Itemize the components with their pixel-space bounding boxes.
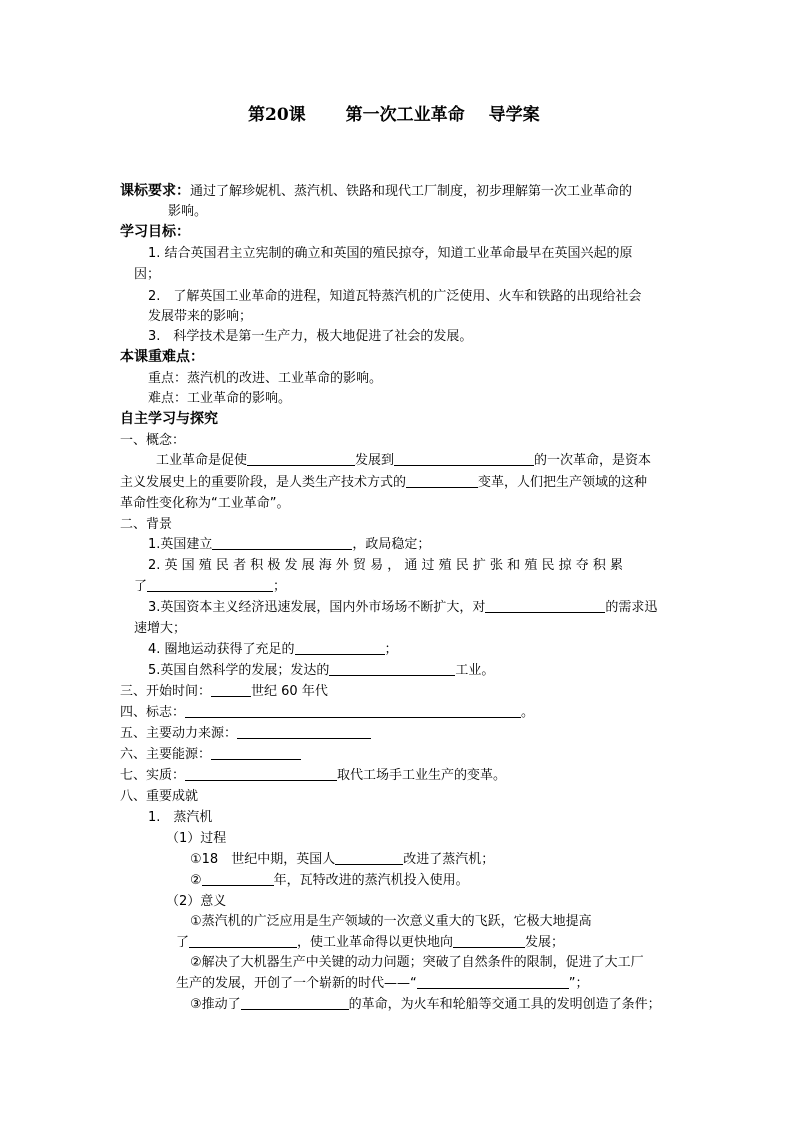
m2-text: 生产的发展，开创了一个崭新的时代——“: [176, 976, 417, 991]
s4-heading: 四、标志：: [120, 705, 186, 720]
s2-i2-text: 了: [134, 579, 148, 594]
s6-line: [120, 746, 301, 764]
p1-tail: 改进了蒸汽机；: [403, 852, 495, 867]
meaning-1: ①蒸汽机的广泛应用是生产领域的一次意义重大的飞跃，它极大地提高: [190, 914, 592, 929]
blank-4[interactable]: [212, 536, 352, 550]
s1-text-c: 的一次革命，是资本: [534, 453, 652, 468]
s1-text-e: 变革，人们把生产领域的这种: [478, 475, 648, 490]
s2-i1-text: 1.英国建立: [148, 537, 213, 552]
blank-14[interactable]: [335, 851, 403, 865]
s1-heading: 一、概念：: [120, 433, 186, 448]
s2-i4-text: 4. 圈地运动获得了充足的: [148, 642, 295, 657]
blank-2[interactable]: [394, 452, 534, 466]
s2-item1: [148, 536, 430, 554]
s1-text-a: 工业革命是促使: [156, 453, 248, 468]
title-lesson: 第20课: [248, 105, 306, 125]
s8-process-2: [190, 872, 469, 890]
s7-heading: 七、实质：: [120, 768, 186, 783]
s2-i1-tail: ，政局稳定；: [352, 537, 431, 552]
s2-i5-tail: 工业。: [455, 663, 495, 678]
blank-7[interactable]: [295, 641, 385, 655]
s2-i3-tail: 的需求迅: [605, 600, 658, 615]
s2-item5: [148, 662, 494, 680]
kebiao-text-cont: 影响。: [168, 204, 208, 219]
goal-2: 2. 了解英国工业革命的进程，知道瓦特蒸汽机的广泛使用、火车和铁路的出现给社会: [148, 289, 642, 304]
kebiao-text: 通过了解珍妮机、蒸汽机、铁路和现代工厂制度，初步理解第一次工业革命的: [190, 184, 633, 199]
nandian: 难点：工业革命的影响。: [148, 391, 292, 406]
meaning-2: ②解决了大机器生产中关键的动力问题；突破了自然条件的限制，促进了大工厂: [190, 955, 644, 970]
s8-process-1: [190, 851, 494, 869]
m2-tail: ”；: [568, 976, 589, 991]
blank-3[interactable]: [406, 474, 478, 488]
m3-text: ③推动了: [190, 997, 241, 1012]
p1-text: ①18 世纪中期，英国人: [190, 852, 336, 867]
s4-line: [120, 704, 534, 722]
goal-1: 1. 结合英国君主立宪制的确立和英国的殖民掠夺，知道工业革命最早在英国兴起的原: [148, 246, 633, 261]
s3-line: [120, 683, 328, 701]
blank-11[interactable]: [237, 725, 371, 739]
s4-tail: 。: [521, 705, 535, 720]
p2-tail: 年，瓦特改进的蒸汽机投入使用。: [273, 873, 469, 888]
kebiao-label: 课标要求：: [120, 183, 190, 199]
blank-12[interactable]: [211, 746, 301, 760]
s2-i2-tail: ；: [273, 579, 287, 594]
s1-line3: 革命性变化称为“工业革命”。: [120, 496, 290, 511]
s2-i5-text: 5.英国自然科学的发展；发达的: [148, 663, 330, 678]
s2-item2-cont: [134, 578, 286, 596]
s1-text-d: 主义发展史上的重要阶段，是人类生产技术方式的: [120, 475, 407, 490]
page-title: [248, 106, 540, 124]
blank-1[interactable]: [247, 452, 355, 466]
s1-line2: [120, 474, 647, 492]
blank-6[interactable]: [485, 599, 605, 613]
blank-19[interactable]: [241, 996, 349, 1010]
m1-mid: ，使工业革命得以更快地向: [297, 935, 454, 950]
zizhu-heading: 自主学习与探究: [120, 411, 218, 427]
xuexi-label: 学习目标：: [120, 224, 190, 240]
s2-heading: 二、背景: [120, 517, 173, 532]
blank-13[interactable]: [185, 767, 337, 781]
p2-text: ②: [190, 873, 202, 888]
s2-item3: [148, 599, 657, 617]
goal-1-cont: 因；: [134, 267, 161, 282]
s3-heading: 三、开始时间：: [120, 684, 212, 699]
kebiao-line: [120, 182, 632, 201]
s2-i3-text: 3.英国资本主义经济迅速发展，国内外市场场不断扩大，对: [148, 600, 486, 615]
s7-line: [120, 767, 506, 785]
s2-item2: 2. 英 国 殖 民 者 积 极 发 展 海 外 贸 易 ， 通 过 殖 民 扩 张 和 殖 民 掠 夺 积 累: [148, 558, 623, 573]
meaning-1-cont: [176, 934, 564, 952]
s8-meaning: （2）意义: [166, 894, 227, 909]
meaning-3: [190, 996, 661, 1014]
s7-tail: 取代工场手工业生产的变革。: [337, 768, 507, 783]
m1-text: 了: [176, 935, 190, 950]
m1-tail: 发展；: [525, 935, 565, 950]
title-topic: 第一次工业革命: [345, 105, 465, 125]
blank-15[interactable]: [202, 872, 274, 886]
goal-3: 3. 科学技术是第一生产力，极大地促进了社会的发展。: [148, 329, 473, 344]
s2-i4-tail: ；: [384, 642, 398, 657]
s8-process: （1）过程: [166, 831, 227, 846]
blank-9[interactable]: [211, 683, 251, 697]
blank-17[interactable]: [453, 934, 525, 948]
meaning-2-cont: [176, 975, 589, 993]
blank-8[interactable]: [329, 662, 455, 676]
zhongdian: 重点：蒸汽机的改进、工业革命的影响。: [148, 371, 383, 386]
zhongnan-label: 本课重难点：: [120, 349, 204, 365]
title-kind: 导学案: [488, 105, 540, 125]
blank-18[interactable]: [417, 975, 569, 989]
s2-item3-cont: 速增大；: [134, 621, 187, 636]
blank-16[interactable]: [189, 934, 297, 948]
s1-line1: [156, 452, 651, 470]
goal-2-cont: 发展带来的影响；: [148, 309, 253, 324]
blank-10[interactable]: [185, 704, 521, 718]
s3-tail: 世纪 60 年代: [251, 684, 328, 699]
s2-item4: [148, 641, 398, 659]
s5-line: [120, 725, 371, 743]
s5-heading: 五、主要动力来源：: [120, 726, 238, 741]
blank-5[interactable]: [147, 578, 273, 592]
s1-text-b: 发展到: [355, 453, 395, 468]
s8-heading: 八、重要成就: [120, 789, 199, 804]
s6-heading: 六、主要能源：: [120, 747, 212, 762]
m3-tail: 的革命，为火车和轮船等交通工具的发明创造了条件；: [348, 997, 661, 1012]
s8-sub1: 1. 蒸汽机: [148, 810, 213, 825]
